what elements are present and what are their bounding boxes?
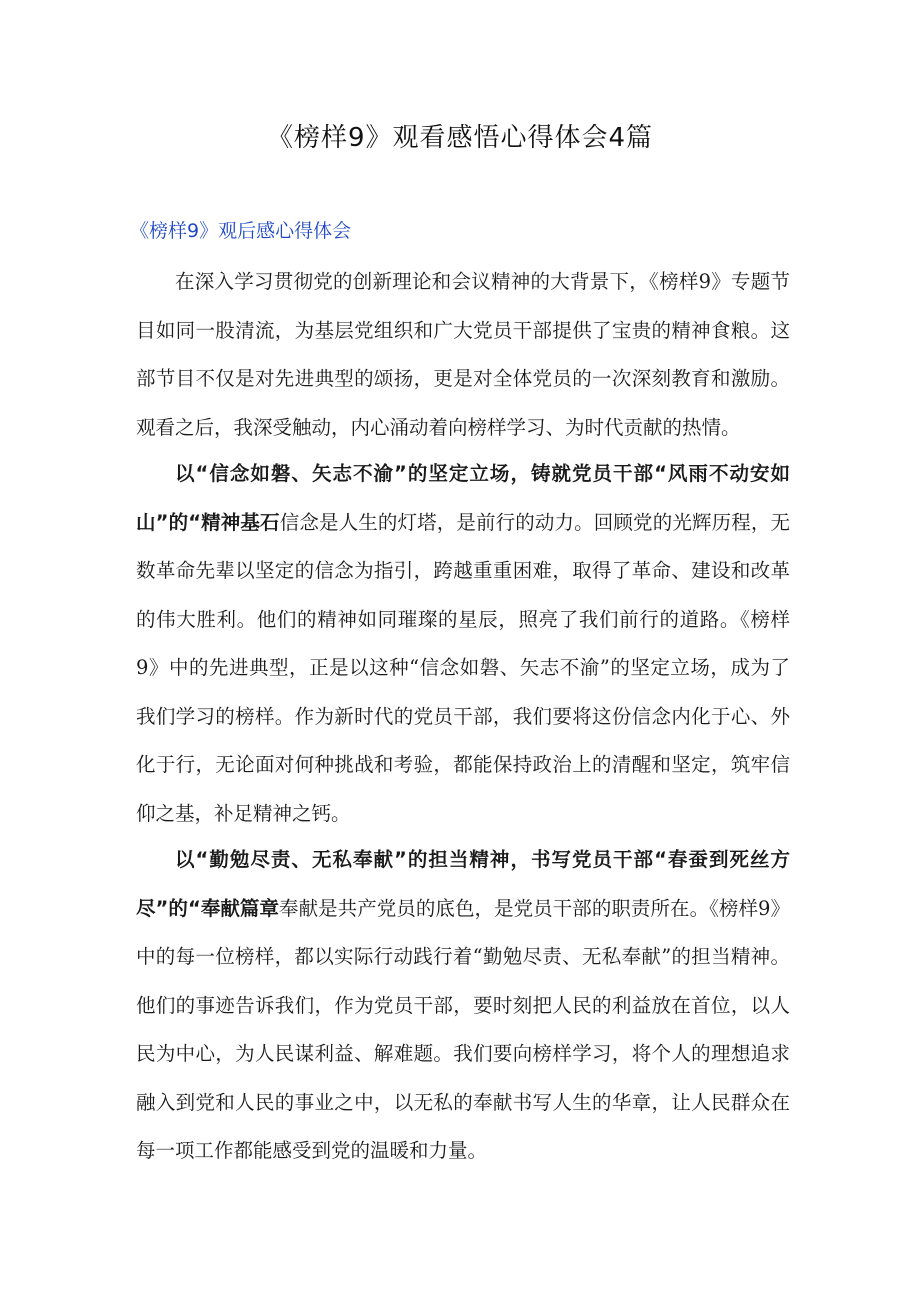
paragraph-dedication — [136, 836, 790, 1176]
paragraph-text: 信念是人生的灯塔，是前行的动力。回顾党的光辉历程，无数革命先辈以坚定的信念为指引，跨越重重困难，取得了革命、建设和改革的伟大胜利。他们的精神如同璀璨的星辰，照亮了我们前行的道路。《榜样9》中的先进典型，正是以这种“信念如磐、矢志不渝”的坚定立场，成为了我们学习的榜样。作为新时代的党员干部，我们要将这份信念内化于心、外化于行，无论面对何种挑战和考验，都能保持政治上的清醒和坚定，筑牢信仰之基，补足精神之钙。 — [136, 510, 790, 825]
document-title: 《榜样9》观看感悟心得体会4篇 — [266, 123, 654, 153]
paragraph-lead-heading: 以“勤勉尽责、无私奉献”的担当精神，书写党员干部“春蚕到死丝方尽”的“奉献篇章 — [136, 848, 790, 920]
paragraph-intro — [136, 258, 790, 452]
paragraph-belief — [136, 450, 790, 838]
paragraph-text: 奉献是共产党员的底色，是党员干部的职责所在。《榜样9》中的每一位榜样，都以实际行动践行着“勤勉尽责、无私奉献”的担当精神。他们的事迹告诉我们，作为党员干部，要时刻把人民的利益放在首位，以人民为中心，为人民谋利益、解难题。我们要向榜样学习，将个人的理想追求融入到党和人民的事业之中，以无私的奉献书写人生的华章，让人民群众在每一项工作都能感受到党的温暖和力量。 — [136, 896, 790, 1162]
paragraph-lead-heading: 以“信念如磐、矢志不渝”的坚定立场，铸就党员干部“风雨不动安如山”的“精神基石 — [136, 462, 790, 534]
section-heading: 《榜样9》观后感心得体会 — [130, 220, 352, 242]
paragraph-text: 在深入学习贯彻党的创新理论和会议精神的大背景下，《榜样9》专题节目如同一股清流，为基层党组织和广大党员干部提供了宝贵的精神食粮。这部节目不仅是对先进典型的颂扬，更是对全体党员的一次深刻教育和激励。观看之后，我深受触动，内心涌动着向榜样学习、为时代贡献的热情。 — [136, 270, 790, 439]
